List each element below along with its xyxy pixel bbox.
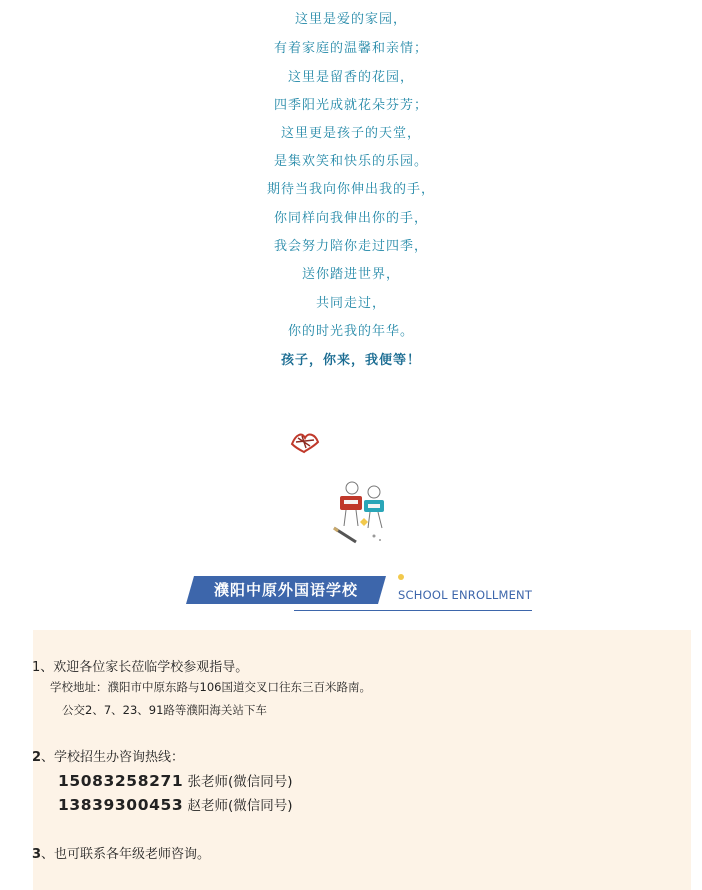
poem-line: 你的时光我的年华。 [287,324,414,339]
phone-line [58,770,293,790]
poem-line: 这里是爱的家园， [294,12,407,27]
poem-line: 这里是留香的花园， [287,70,414,85]
poem-line: 我会努力陪你走过四季， [273,239,428,254]
banner-dot [398,574,404,580]
school-address: 学校地址：濮阳市中原东路与106国道交叉口往东三百米路南。 [50,680,371,694]
poem-line: 共同走过， [315,296,386,311]
item-number: 1 [32,660,41,675]
phone-contact: 张老师(微信同号) [183,774,293,790]
poem-line: 期待当我向你伸出我的手， [266,182,435,197]
phone-number[interactable]: 13839300453 [58,796,184,814]
banner-underline [294,610,532,611]
poem-line: 你同样向我伸出你的手， [273,211,428,226]
phone-line [58,794,293,814]
poem-line: 有着家庭的温馨和亲情； [273,41,428,56]
info-item-3 [32,843,210,862]
phone-number[interactable]: 15083258271 [58,772,184,790]
poem-line: 四季阳光成就花朵芬芳； [273,98,428,113]
enrollment-info-panel [33,630,691,890]
item-text: 、学校招生办咨询热线： [41,750,185,765]
item-number: 2 [32,750,42,765]
item-text: 、也可联系各年级老师咨询。 [41,847,211,862]
poem-closing: 孩子，你来，我便等！ [280,353,421,368]
heart-doodle-icon [288,426,322,454]
pencil-kids-illustration [330,478,392,548]
info-item-1 [32,656,248,675]
info-item-2 [32,746,184,765]
phone-contact: 赵老师(微信同号) [183,798,293,814]
poem-line: 是集欢笑和快乐的乐园。 [273,154,428,169]
poem-line: 这里更是孩子的天堂， [280,126,421,141]
item-number: 3 [32,847,42,862]
bus-route: 公交2、7、23、91路等濮阳海关站下车 [62,703,267,717]
item-text: 、欢迎各位家长莅临学校参观指导。 [40,660,249,675]
school-name: 濮阳中原外国语学校 [213,581,358,599]
banner-english-title: SCHOOL ENROLLMENT [398,588,533,602]
poem-line: 送你踏进世界， [301,267,400,282]
school-banner [186,574,536,618]
